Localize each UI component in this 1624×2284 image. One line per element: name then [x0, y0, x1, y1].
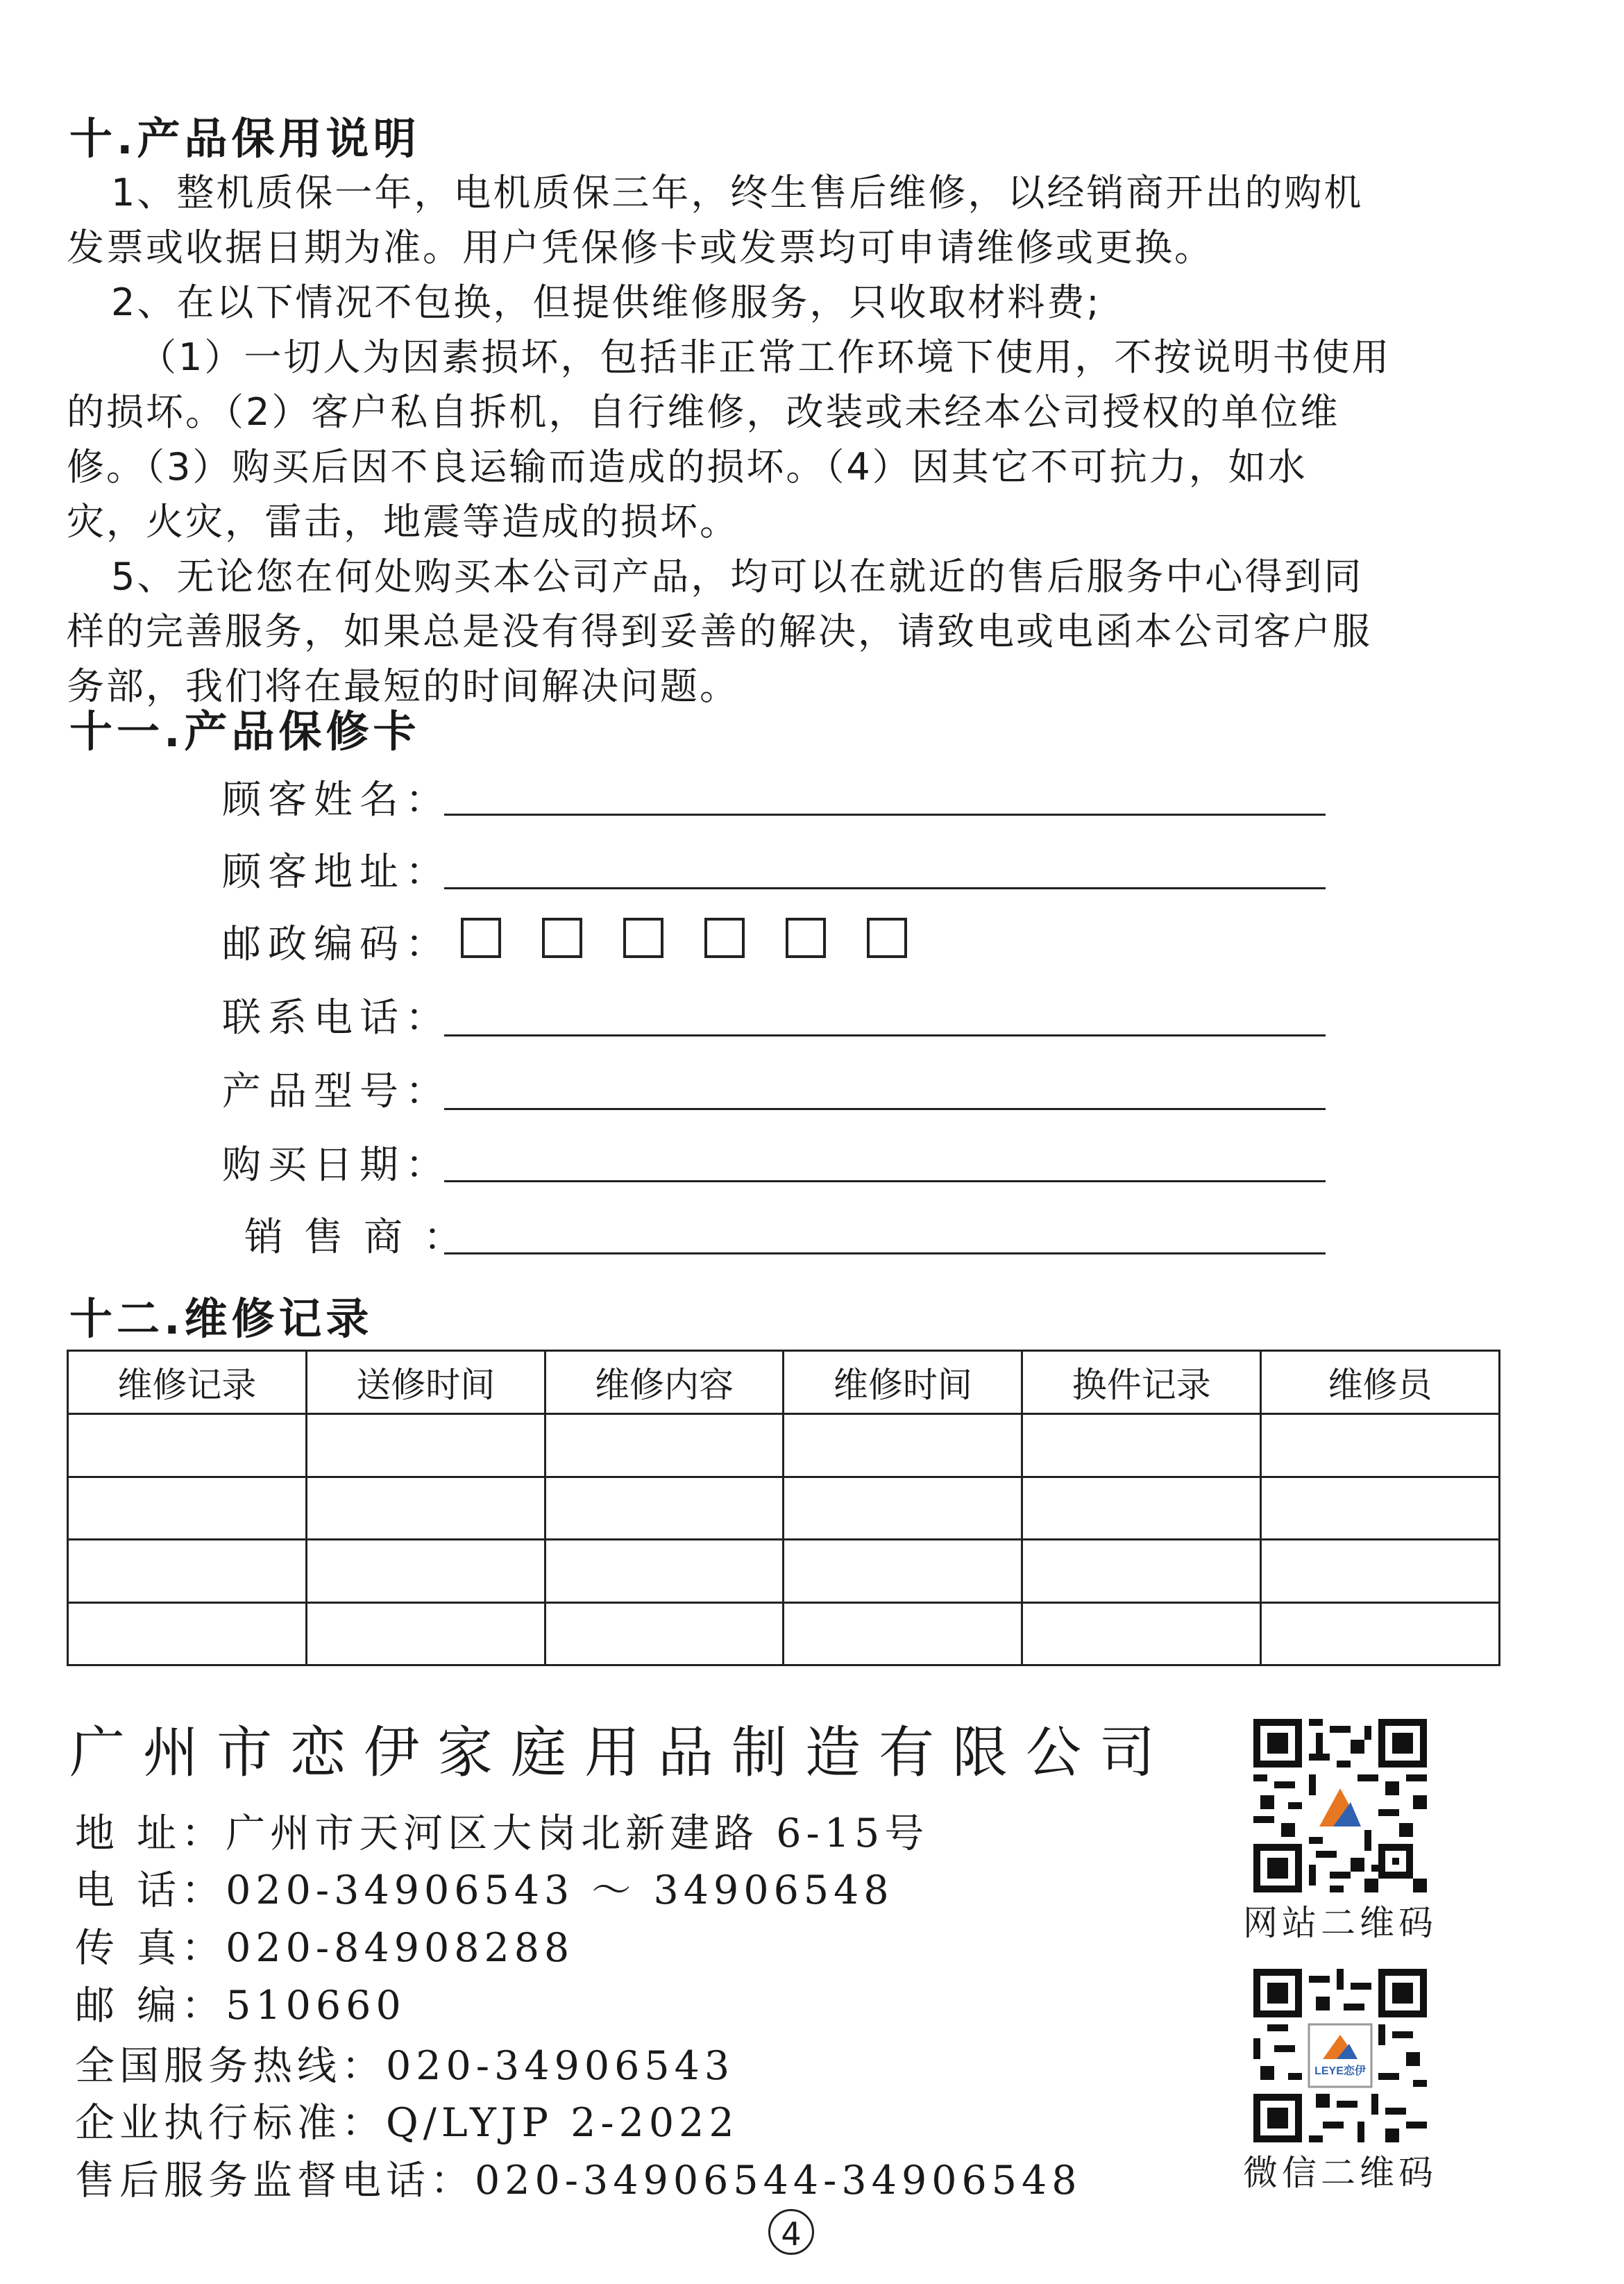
col-header-record: 维修记录	[68, 1351, 307, 1414]
table-cell[interactable]	[1261, 1602, 1500, 1665]
warranty-line-1: 1、整机质保一年，电机质保三年，终生售后维修，以经销商开出的购机	[111, 171, 1364, 215]
warranty-line-8: 5、无论您在何处购买本公司产品，均可以在就近的售后服务中心得到同	[111, 555, 1364, 598]
dealer-field[interactable]	[444, 1252, 1326, 1254]
table-cell[interactable]	[306, 1540, 545, 1603]
postcode-box-5[interactable]	[786, 918, 826, 958]
postcode-box-6[interactable]	[867, 918, 907, 958]
postcode-box-4[interactable]	[704, 918, 745, 958]
table-cell[interactable]	[784, 1602, 1022, 1665]
purchase-date-field[interactable]	[444, 1180, 1326, 1182]
warranty-line-3: 2、在以下情况不包换，但提供维修服务，只收取材料费;	[111, 280, 1101, 324]
customer-name-label: 顾客姓名：	[222, 778, 451, 823]
website-qr-caption: 网站二维码	[1243, 1903, 1437, 1943]
table-cell[interactable]	[68, 1602, 307, 1665]
postcode-label: 邮政编码：	[222, 922, 451, 967]
model-field[interactable]	[444, 1108, 1326, 1110]
enterprise-standard: 企业执行标准：Q/LYJP 2-2022	[75, 2100, 739, 2146]
table-cell[interactable]	[545, 1414, 784, 1477]
table-cell[interactable]	[784, 1540, 1022, 1603]
phone-field[interactable]	[444, 1034, 1326, 1036]
page-number: 4	[768, 2209, 814, 2255]
warranty-line-7: 灾，火灾，雷击，地震等造成的损坏。	[67, 500, 739, 544]
warranty-heading: 十.产品保用说明	[69, 113, 421, 164]
warranty-line-5: 的损坏。（2）客户私自拆机，自行维修，改装或未经本公司授权的单位维	[67, 390, 1340, 434]
table-cell[interactable]	[1022, 1540, 1261, 1603]
table-cell[interactable]	[545, 1477, 784, 1540]
table-header-row	[68, 1351, 1500, 1414]
table-cell[interactable]	[1022, 1477, 1261, 1540]
records-heading: 十二.维修记录	[69, 1293, 373, 1344]
company-zip: 邮 编：510660	[75, 1983, 406, 2029]
wechat-qr-code[interactable]	[1253, 1969, 1427, 2142]
col-header-technician: 维修员	[1261, 1351, 1500, 1414]
customer-name-field[interactable]	[444, 814, 1326, 816]
table-row	[68, 1414, 1500, 1477]
postcode-box-1[interactable]	[461, 918, 501, 958]
service-hotline: 全国服务热线：020-34906543	[75, 2043, 735, 2089]
postcode-box-2[interactable]	[542, 918, 582, 958]
warranty-line-6: 修。（3）购买后因不良运输而造成的损坏。（4）因其它不可抗力，如水	[67, 445, 1308, 489]
col-header-sent-time: 送修时间	[306, 1351, 545, 1414]
warranty-line-2: 发票或收据日期为准。用户凭保修卡或发票均可申请维修或更换。	[67, 226, 1214, 269]
dealer-label: 销售商：	[244, 1215, 483, 1260]
table-row	[68, 1477, 1500, 1540]
table-cell[interactable]	[1261, 1414, 1500, 1477]
company-fax: 传 真：020-84908288	[75, 1925, 575, 1971]
table-cell[interactable]	[1022, 1414, 1261, 1477]
table-cell[interactable]	[545, 1602, 784, 1665]
table-cell[interactable]	[784, 1414, 1022, 1477]
wechat-qr-caption: 微信二维码	[1243, 2153, 1437, 2193]
purchase-date-label: 购买日期：	[222, 1143, 451, 1188]
table-cell[interactable]	[784, 1477, 1022, 1540]
company-name: 广州市恋伊家庭用品制造有限公司	[69, 1720, 1173, 1785]
table-cell[interactable]	[1261, 1477, 1500, 1540]
warranty-line-9: 样的完善服务，如果总是没有得到妥善的解决，请致电或电函本公司客户服	[67, 610, 1372, 653]
table-row	[68, 1602, 1500, 1665]
table-cell[interactable]	[68, 1540, 307, 1603]
repair-record-table	[67, 1350, 1500, 1666]
company-address: 地 址：广州市天河区大岗北新建路 6-15号	[75, 1811, 929, 1856]
table-row	[68, 1540, 1500, 1603]
table-cell[interactable]	[306, 1477, 545, 1540]
table-cell[interactable]	[1261, 1540, 1500, 1603]
customer-address-field[interactable]	[444, 887, 1326, 889]
table-cell[interactable]	[306, 1602, 545, 1665]
postcode-box-3[interactable]	[623, 918, 663, 958]
company-tel: 电 话：020-34906543 ～ 34906548	[75, 1867, 894, 1913]
warranty-line-10: 务部，我们将在最短的时间解决问题。	[67, 664, 739, 708]
customer-address-label: 顾客地址：	[222, 850, 451, 895]
table-cell[interactable]	[545, 1540, 784, 1603]
phone-label: 联系电话：	[222, 996, 451, 1041]
col-header-content: 维修内容	[545, 1351, 784, 1414]
table-cell[interactable]	[68, 1414, 307, 1477]
table-cell[interactable]	[68, 1477, 307, 1540]
card-heading: 十一.产品保修卡	[69, 706, 421, 757]
table-cell[interactable]	[1022, 1602, 1261, 1665]
svg-text:LEYE恋伊: LEYE恋伊	[1314, 2065, 1366, 2077]
website-qr-code[interactable]	[1253, 1719, 1427, 1892]
col-header-parts: 换件记录	[1022, 1351, 1261, 1414]
supervision-phone: 售后服务监督电话：020-34906544-34906548	[75, 2158, 1082, 2203]
model-label: 产品型号：	[222, 1069, 451, 1114]
table-cell[interactable]	[306, 1414, 545, 1477]
col-header-repair-time: 维修时间	[784, 1351, 1022, 1414]
warranty-line-4: （1）一切人为因素损坏，包括非正常工作环境下使用，不按说明书使用	[139, 335, 1392, 379]
